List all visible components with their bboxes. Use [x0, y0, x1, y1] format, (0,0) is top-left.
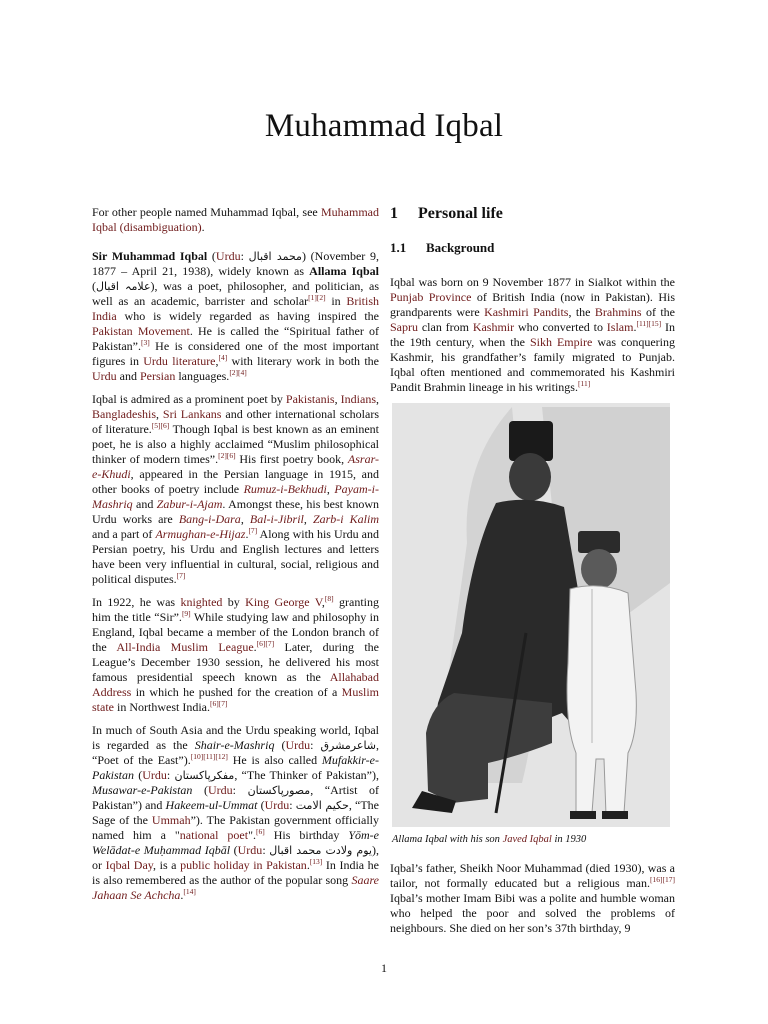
citation[interactable]: [8] — [324, 594, 334, 603]
islam-link[interactable]: Islam — [606, 320, 634, 334]
knighted-link[interactable]: knighted — [180, 595, 223, 609]
left-column — [92, 205, 379, 911]
iqbal-day-link[interactable]: Iqbal Day — [105, 858, 154, 872]
pakistan-movement-link[interactable]: Pakistan Movement — [92, 324, 190, 338]
citation[interactable]: [6][7] — [256, 639, 275, 648]
knighthood-paragraph: In 1922, he was knighted by King George V,[8] granting him the title “Sir”.[9] While studying law and philosophy in England, Iqbal became a member of the London branch of the All-India Muslim League.[6][7] Later, during the League’s December 1930 session, he delivered his most famous presidential speech known as the Allahabad Address in which he pushed for the creation of a Muslim state in Northwest India.[6][7] — [92, 594, 380, 714]
armughan-link[interactable]: Armughan-e-Hijaz — [155, 527, 246, 541]
javed-iqbal-link[interactable]: Javed Iqbal — [502, 834, 552, 845]
bang-i-dara-link[interactable]: Bang-i-Dara — [178, 512, 241, 526]
citation[interactable]: [10][11][12] — [190, 752, 228, 761]
pakistanis-link[interactable]: Pakistanis — [285, 392, 335, 406]
disambiguation-link[interactable]: Muhammad Iqbal (disambiguation) — [92, 205, 379, 234]
punjab-province-link[interactable]: Punjab Province — [390, 290, 472, 304]
payam-link[interactable]: Payam-i-Mashriq — [92, 482, 379, 511]
citation[interactable]: [11] — [577, 379, 591, 388]
parents-paragraph: Iqbal’s father, Sheikh Noor Muhammad (died 1930), was a tailor, not formally educated but a religious man.[16][17] Iqbal’s mother Imam Bibi was a polite and humble woman who helped the poor and solved the problems of neighbours. She died on her son’s 37th birthday, 9 — [390, 861, 675, 935]
titles-paragraph: In much of South Asia and the Urdu speaking world, Iqbal is regarded as the Shair-e-Mashriq (Urdu: شاعرمشرق, “Poet of the East”).[10][11][12] He is also called Mufakkir-e-Pakistan (Urdu: مفکرپاکستان, “The Thinker of Pakistan”), Musawar-e-Pakistan (Urdu: مصورپاکستان, “Artist of Pakistan”) and Hakeem-ul-Ummat (Urdu: حکیم الامت, “The Sage of the Ummah”). The Pakistan government officially named him a "national poet".[6] His birthday Yōm-e Welādat-e Muḥammad Iqbāl (Urdu: یوم ولادت محمد اقبال), or Iqbal Day, is a public holiday in Pakistan.[13] In India he is also remembered as the author of the popular song Saare Jahaan Se Achcha.[14] — [92, 723, 380, 902]
sapru-link[interactable]: Sapru — [390, 320, 418, 334]
allahabad-address-link[interactable]: Allahabad Address — [92, 670, 379, 699]
section-heading: 1 Personal life — [390, 205, 503, 222]
citation[interactable]: [9] — [181, 609, 191, 618]
citation[interactable]: [2][6] — [218, 451, 236, 460]
bangladeshis-link[interactable]: Bangladeshis — [92, 407, 156, 421]
hatnote: For other people named Muhammad Iqbal, see Muhammad Iqbal (disambiguation). — [92, 205, 379, 234]
page-number: 1 — [381, 961, 387, 975]
rumuz-link[interactable]: Rumuz-i-Bekhudi — [243, 482, 327, 496]
saare-jahaan-link[interactable]: Saare Jahaan Se Achcha — [92, 873, 379, 902]
asrar-e-khudi-link[interactable]: Asrar-e-Khudi — [92, 452, 380, 481]
public-holiday-link[interactable]: public holiday in Pakistan — [180, 858, 307, 872]
national-poet-link[interactable]: national poet — [179, 828, 249, 842]
photo-caption: Allama Iqbal with his son Javed Iqbal in 1930 — [392, 834, 587, 845]
background-paragraph: Iqbal was born on 9 November 1877 in Sialkot within the Punjab Province of British India (now in Pakistan). His grandparents were Kashmiri Pandits, the Brahmins of the Sapru clan from Kashmir who converted to Islam.[11][15] In the 19th century, when the Sikh Empire was conquering Kashmir, his grandfather’s family migrated to Punjab. Iqbal often mentioned and commemorated his Kashmiri Pandit Brahmin lineage in his writings.[11] — [390, 275, 675, 394]
subsection-heading: 1.1 Background — [390, 240, 495, 255]
urdu-link[interactable]: Urdu — [215, 249, 241, 263]
sikh-empire-link[interactable]: Sikh Empire — [529, 335, 593, 349]
citation[interactable]: [13] — [309, 857, 323, 866]
ummah-link[interactable]: Ummah — [151, 813, 191, 827]
urdu-link[interactable]: Urdu — [264, 798, 290, 812]
zarb-i-kalim-link[interactable]: Zarb-i Kalim — [312, 512, 380, 526]
urdu-link[interactable]: Urdu — [92, 369, 117, 383]
photo-figure — [392, 403, 670, 846]
muslim-league-link[interactable]: All-India Muslim League — [116, 640, 254, 654]
citation[interactable]: [3] — [141, 338, 150, 347]
kashmiri-pandits-link[interactable]: Kashmiri Pandits — [484, 305, 569, 319]
urdu-link[interactable]: Urdu — [285, 738, 311, 752]
citation[interactable]: [6] — [256, 827, 265, 836]
citation[interactable]: [11][15] — [636, 319, 662, 328]
urdu-link[interactable]: Urdu — [142, 768, 167, 782]
zabur-link[interactable]: Zabur-i-Ajam — [156, 497, 223, 511]
intro-paragraph: Sir Muhammad Iqbal (Urdu: محمد اقبال) (November 9, 1877 – April 21, 1938), widely known as Allama Iqbal (علامہ اقبال), was a poet, philosopher, and politician, as well as an academic, barrister and scholar[1][2] in British India who is widely regarded as having inspired the Pakistan Movement. He is called the “Spiritual father of Pakistan”.[3] He is considered one of the most important figures in Urdu literature,[4] with literary work in both the Urdu and Persian languages.[2][4] — [92, 249, 380, 383]
citation[interactable]: [2][4] — [229, 368, 247, 377]
right-column — [390, 205, 675, 944]
citation[interactable]: [16][17] — [650, 875, 675, 884]
bal-i-jibril-link[interactable]: Bal-i-Jibril — [249, 512, 304, 526]
kashmir-link[interactable]: Kashmir — [472, 320, 515, 334]
iqbal-photo — [392, 403, 670, 827]
citation[interactable]: [1][2] — [308, 293, 326, 302]
urdu-link[interactable]: Urdu — [207, 783, 233, 797]
persian-link[interactable]: Persian — [140, 369, 176, 383]
king-george-link[interactable]: King George V — [245, 595, 322, 609]
citation[interactable]: [7] — [248, 526, 258, 535]
indians-link[interactable]: Indians — [340, 392, 376, 406]
british-india-link[interactable]: British India — [92, 294, 379, 323]
citation[interactable]: [6][7] — [209, 699, 228, 708]
urdu-literature-link[interactable]: Urdu literature — [143, 354, 216, 368]
citation[interactable]: [4] — [218, 353, 228, 362]
brahmins-link[interactable]: Brahmins — [594, 305, 642, 319]
citation[interactable]: [14] — [183, 887, 196, 896]
citation[interactable]: [5][6] — [151, 421, 170, 430]
citation[interactable]: [7] — [176, 571, 186, 580]
poet-paragraph: Iqbal is admired as a prominent poet by Pakistanis, Indians, Bangladeshis, Sri Lankans and other international scholars of literature.[5][6] Though Iqbal is best known as an eminent poet, he is also a highly acclaimed “Muslim philosophical thinker of modern times”.[2][6] His first poetry book, Asrar-e-Khudi, appeared in the Persian language in 1915, and other books of poetry include Rumuz-i-Bekhudi, Payam-i-Mashriq and Zabur-i-Ajam. Amongst these, his best known Urdu works are Bang-i-Dara, Bal-i-Jibril, Zarb-i Kalim and a part of Armughan-e-Hijaz.[7] Along with his Urdu and Persian poetry, his Urdu and English lectures and letters have been very influential in cultural, social, religious and political disputes.[7] — [92, 392, 380, 586]
page-title: Muhammad Iqbal — [264, 108, 504, 144]
urdu-link[interactable]: Urdu — [237, 843, 263, 857]
muslim-state-link[interactable]: Muslim state — [92, 685, 379, 714]
sri-lankans-link[interactable]: Sri Lankans — [162, 407, 222, 421]
